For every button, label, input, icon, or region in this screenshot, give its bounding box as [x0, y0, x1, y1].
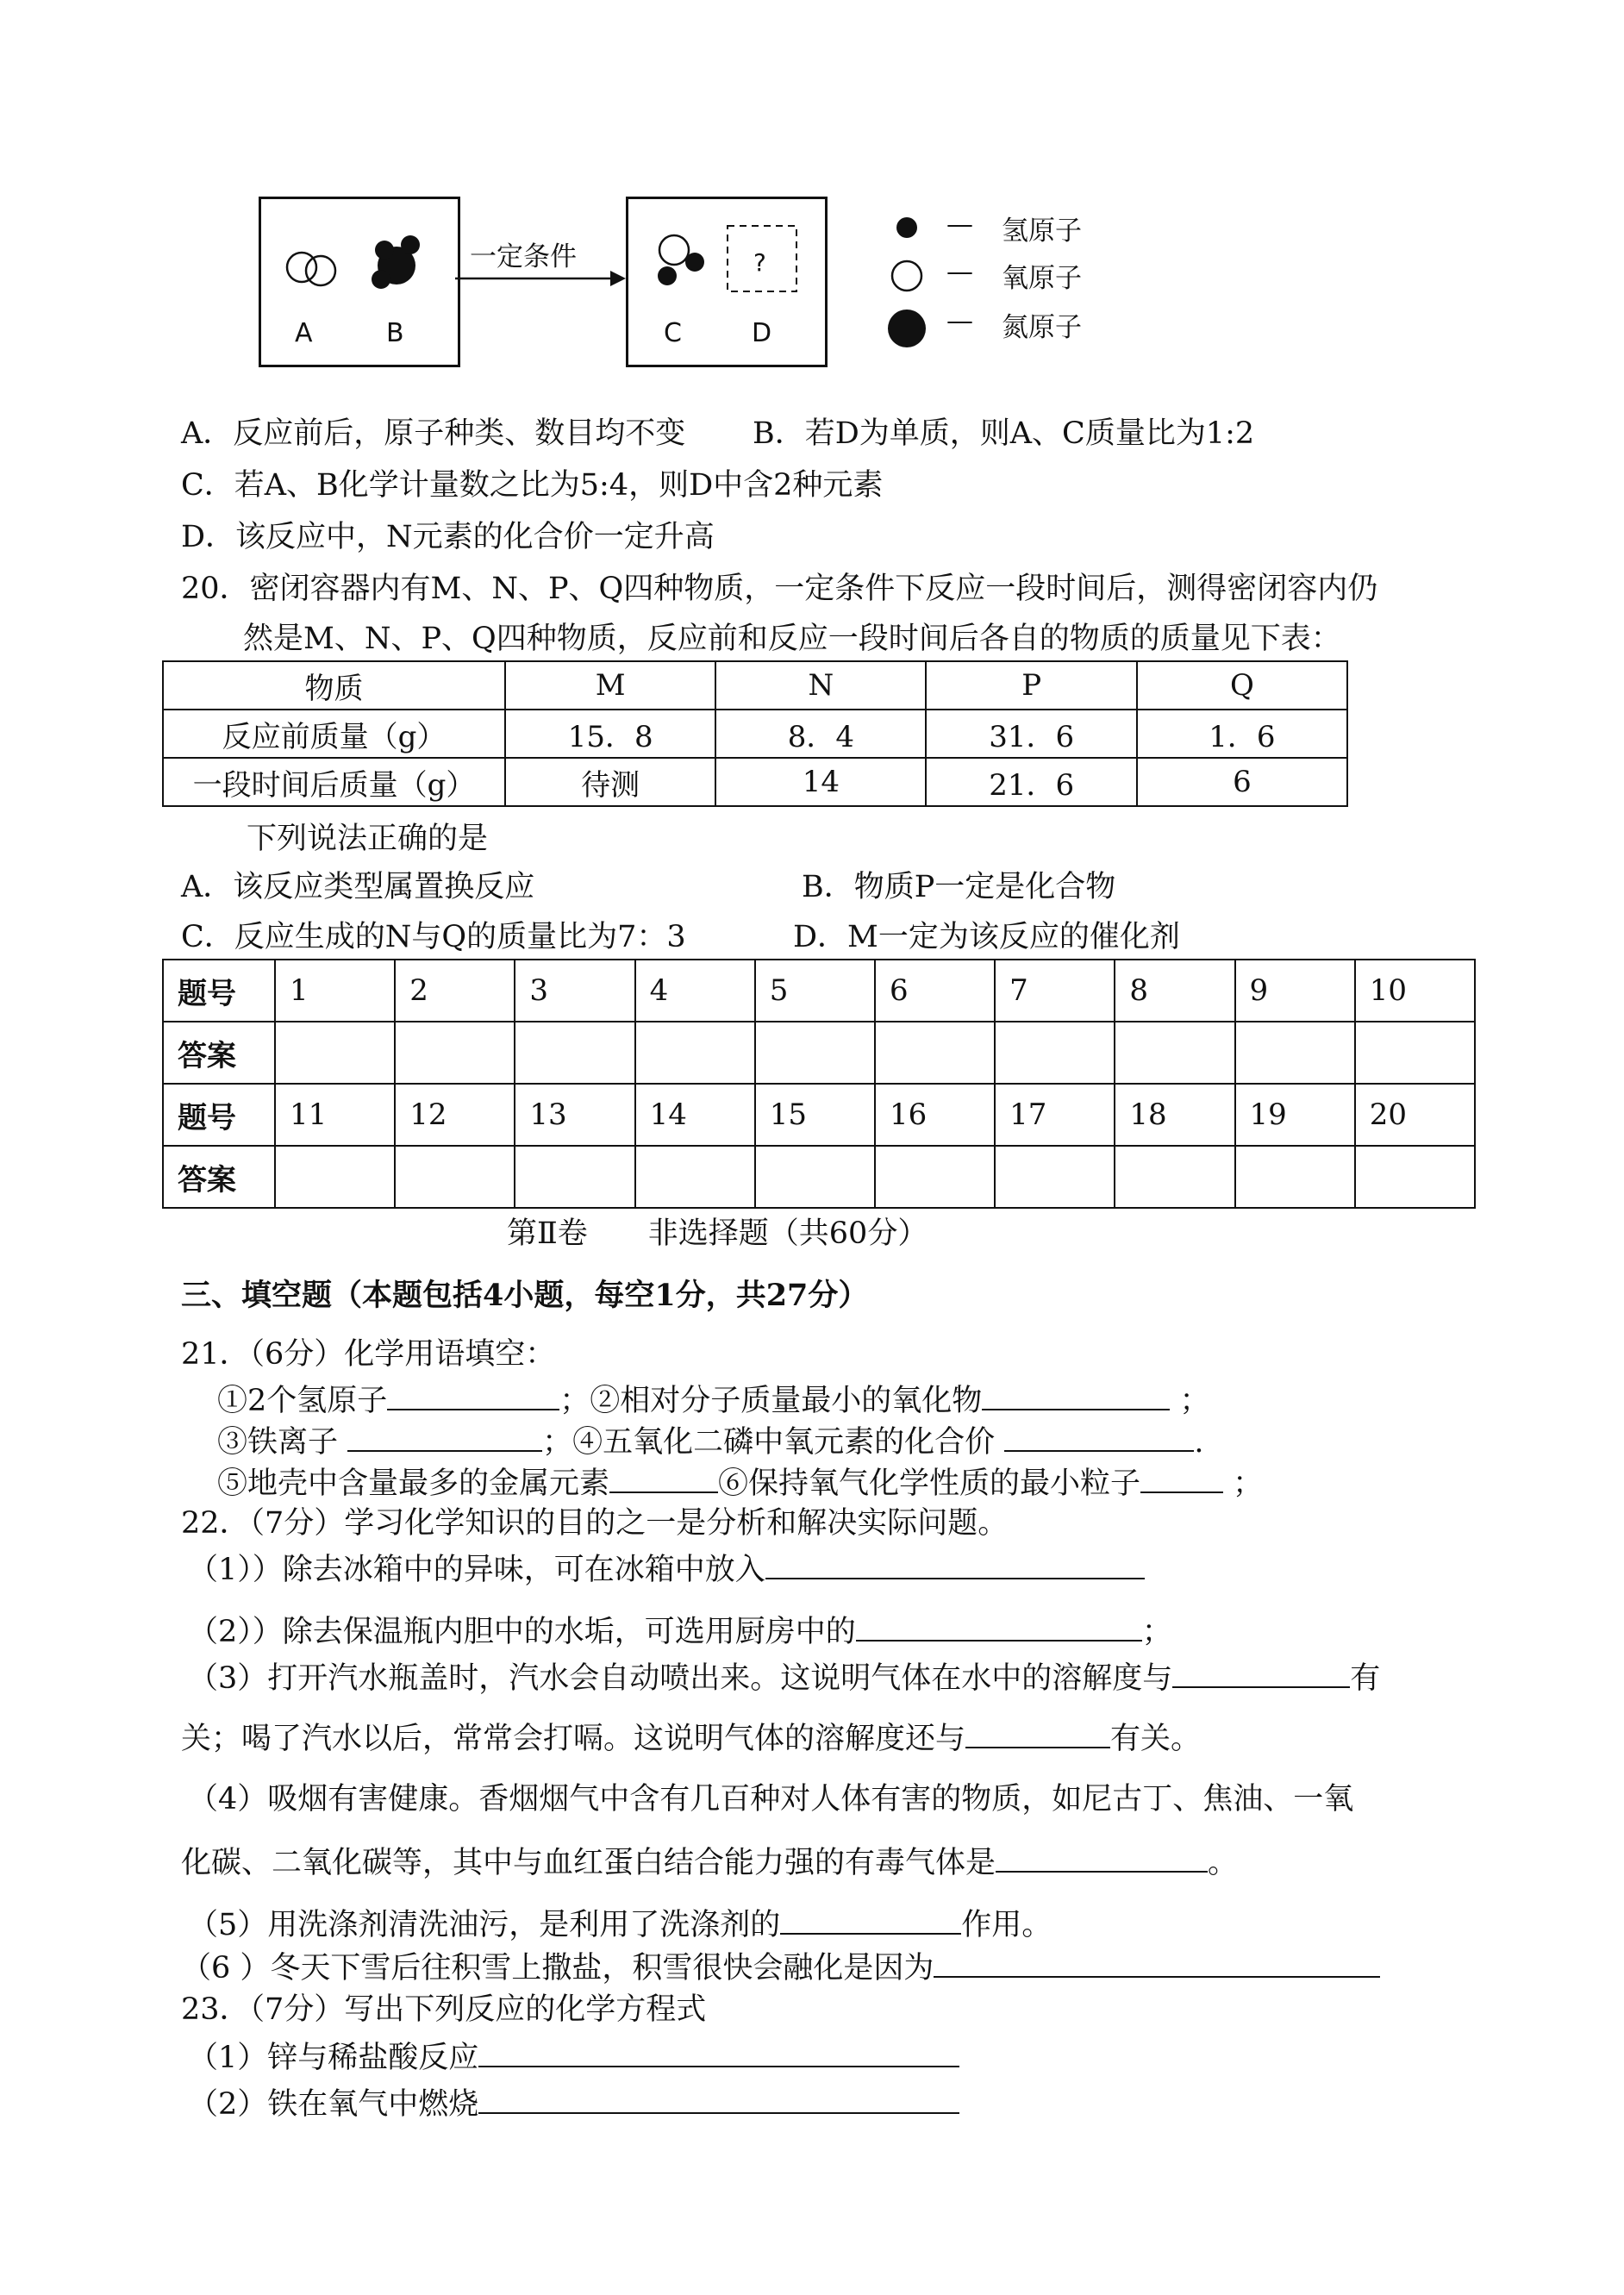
- table-row: [163, 710, 1347, 758]
- answer-blank[interactable]: [1004, 1421, 1194, 1452]
- label-d: D: [752, 318, 772, 348]
- question-number: 18: [1115, 1084, 1234, 1146]
- question-number: 14: [635, 1084, 755, 1146]
- answer-cell[interactable]: [875, 1022, 995, 1084]
- q21-semicolon: ；: [1179, 1384, 1210, 1418]
- q22-sub-6-text: （6 ）冬天下雪后往积雪上撒盐，积雪很快会融化是因为: [181, 1951, 934, 1985]
- legend-dash-3: —: [946, 305, 973, 336]
- answer-blank[interactable]: [965, 1717, 1110, 1748]
- q22-sub-3b: [181, 1717, 1201, 1759]
- question-number: 7: [995, 960, 1115, 1022]
- question-number: 3: [515, 960, 634, 1022]
- part2-title: 第Ⅱ卷 非选择题（共60分）: [507, 1216, 928, 1251]
- q22-sub-3-text: （3）打开汽水瓶盖时，汽水会自动喷出来。这说明气体在水中的溶解度与: [188, 1661, 1173, 1696]
- answer-blank[interactable]: [478, 2036, 959, 2067]
- question-number: 6: [875, 960, 995, 1022]
- answer-cell[interactable]: [995, 1146, 1115, 1208]
- answer-blank[interactable]: [934, 1947, 1380, 1978]
- answer-cell[interactable]: [1355, 1022, 1475, 1084]
- answer-cell[interactable]: [515, 1022, 634, 1084]
- section3-title: 三、填空题（本题包括4小题，每空1分，共27分）: [181, 1278, 869, 1313]
- unknown-mark: ?: [753, 248, 766, 277]
- answer-cell[interactable]: [995, 1022, 1115, 1084]
- legend-nitrogen-label: 氮原子: [1002, 312, 1082, 343]
- reactant-molecules: [259, 197, 460, 367]
- answer-table: [162, 959, 1476, 1209]
- answer-cell[interactable]: [395, 1022, 515, 1084]
- q23-sub-1: [188, 2036, 959, 2078]
- q20-option-a: A．该反应类型属置换反应: [181, 870, 535, 904]
- q23-stem: 23．（7分）写出下列反应的化学方程式: [181, 1992, 707, 2027]
- q21-row-1: [217, 1379, 1209, 1421]
- q21-item-3: ③铁离子: [217, 1425, 339, 1460]
- answer-blank[interactable]: [780, 1904, 961, 1935]
- table-cell: Q: [1137, 661, 1347, 710]
- table-cell: 1．6: [1137, 710, 1347, 758]
- q21-item-4: ；④五氧化二磷中氧元素的化合价: [542, 1425, 996, 1460]
- oxygen-atom-1: [287, 253, 316, 282]
- q19-option-a: A．反应前后，原子种类、数目均不变: [181, 416, 686, 451]
- answer-cell[interactable]: [275, 1022, 395, 1084]
- legend-oxygen-label: 氧原子: [1002, 263, 1082, 294]
- q22-sub-3-end: 有关。: [1110, 1722, 1202, 1756]
- question-number: 19: [1235, 1084, 1355, 1146]
- question-number: 20: [1355, 1084, 1475, 1146]
- question-number-label: 题号: [163, 1084, 275, 1146]
- table-cell: 8．4: [715, 710, 926, 758]
- legend-oxygen-icon: [892, 261, 921, 291]
- q22-stem: 22．（7分）学习化学知识的目的之一是分析和解决实际问题。: [181, 1506, 1009, 1541]
- q21-stem: 21．（6分）化学用语填空：: [181, 1337, 556, 1372]
- answer-cell[interactable]: [1235, 1022, 1355, 1084]
- product-molecules: [626, 197, 828, 367]
- q22-sub-4-text: 化碳、二氧化碳等，其中与血红蛋白结合能力强的有毒气体是: [181, 1846, 996, 1880]
- question-number: 13: [515, 1084, 634, 1146]
- legend-dash-1: —: [946, 209, 973, 240]
- question-number: 11: [275, 1084, 395, 1146]
- q20-stem-2: 然是M、N、P、Q四种物质，反应前和反应一段时间后各自的物质的质量见下表：: [243, 622, 1341, 656]
- q22-sub-3-continued: 关；喝了汽水以后，常常会打嗝。这说明气体的溶解度还与: [181, 1722, 966, 1756]
- legend-hydrogen-icon: [896, 217, 917, 238]
- q22-sub-3-suffix: 有: [1350, 1661, 1381, 1696]
- table-row: [163, 1146, 1475, 1208]
- table-row: [163, 1084, 1475, 1146]
- answer-cell[interactable]: [755, 1146, 875, 1208]
- table-cell: P: [926, 661, 1136, 710]
- q22-semicolon: ；: [1141, 1615, 1172, 1649]
- q22-sub-4b: [181, 1842, 1238, 1883]
- answer-blank[interactable]: [765, 1548, 1145, 1579]
- q20-stem-1: 20．密闭容器内有M、N、P、Q四种物质，一定条件下反应一段时间后，测得密闭容内仍: [181, 572, 1378, 606]
- q20-prompt: 下列说法正确的是: [247, 822, 489, 856]
- question-number: 16: [875, 1084, 995, 1146]
- q22-sub-2: [188, 1610, 1172, 1652]
- q22-sub-3a: [188, 1657, 1380, 1698]
- q23-sub-1-text: （1）锌与稀盐酸反应: [188, 2041, 479, 2075]
- table-cell: 21．6: [926, 758, 1136, 806]
- table-row: [163, 661, 1347, 710]
- mass-table: [162, 660, 1348, 807]
- q21-item-6: ⑥保持氧气化学性质的最小粒子: [718, 1466, 1141, 1501]
- table-cell: M: [505, 661, 715, 710]
- q22-sub-4-end: 。: [1208, 1846, 1239, 1880]
- question-number: 4: [635, 960, 755, 1022]
- answer-blank[interactable]: [609, 1462, 718, 1493]
- q20-option-b: B．物质P一定是化合物: [802, 870, 1116, 904]
- question-number: 1: [275, 960, 395, 1022]
- q20-option-c: C．反应生成的N与Q的质量比为7：3: [181, 920, 686, 954]
- c-oxygen-atom: [659, 235, 689, 265]
- answer-blank[interactable]: [856, 1610, 1142, 1642]
- q21-item-2: ；②相对分子质量最小的氧化物: [559, 1384, 983, 1418]
- q20-option-d: D．M一定为该反应的催化剂: [793, 920, 1180, 954]
- answer-cell[interactable]: [1115, 1022, 1234, 1084]
- q21-item-5: ⑤地壳中含量最多的金属元素: [217, 1466, 610, 1501]
- c-hydrogen-atom-1: [658, 266, 677, 285]
- table-cell: 6: [1137, 758, 1347, 806]
- table-cell: 14: [715, 758, 926, 806]
- arrow-label: 一定条件: [470, 241, 577, 272]
- q19-option-c: C．若A、B化学计量数之比为5:4，则D中含2种元素: [181, 468, 884, 503]
- legend-hydrogen-label: 氢原子: [1002, 216, 1082, 247]
- label-a: A: [295, 318, 313, 348]
- answer-cell[interactable]: [1355, 1146, 1475, 1208]
- hydrogen-atom-3: [372, 270, 390, 289]
- q21-item-1: ①2个氢原子: [217, 1384, 388, 1418]
- answer-cell[interactable]: [755, 1022, 875, 1084]
- q22-sub-2-text: （2））除去保温瓶内胆中的水垢，可选用厨房中的: [188, 1615, 856, 1649]
- answer-cell[interactable]: [1235, 1146, 1355, 1208]
- question-number-label: 题号: [163, 960, 275, 1022]
- q21-period: .: [1194, 1425, 1204, 1460]
- legend-symbols: [888, 207, 940, 362]
- q22-sub-1: [188, 1548, 1145, 1590]
- q22-sub-5-text: （5）用洗涤剂清洗油污，是利用了洗涤剂的: [188, 1908, 781, 1942]
- q22-sub-6: [181, 1947, 1380, 1988]
- q22-sub-1-text: （1））除去冰箱中的异味，可在冰箱中放入: [188, 1553, 765, 1587]
- answer-cell[interactable]: [875, 1146, 995, 1208]
- label-b: B: [386, 318, 404, 348]
- question-number: 15: [755, 1084, 875, 1146]
- label-c: C: [664, 318, 682, 348]
- answer-blank[interactable]: [347, 1421, 542, 1452]
- table-cell: 15．8: [505, 710, 715, 758]
- legend-nitrogen-icon: [888, 310, 926, 347]
- question-number: 5: [755, 960, 875, 1022]
- answer-label: 答案: [163, 1022, 275, 1084]
- answer-cell[interactable]: [635, 1146, 755, 1208]
- q19-option-b: B．若D为单质，则A、C质量比为1:2: [753, 416, 1255, 451]
- answer-blank[interactable]: [387, 1379, 559, 1410]
- table-row: [163, 960, 1475, 1022]
- table-row: [163, 758, 1347, 806]
- question-number: 9: [1235, 960, 1355, 1022]
- hydrogen-atom-2: [401, 235, 420, 254]
- answer-blank[interactable]: [1172, 1657, 1350, 1688]
- q22-sub-5-end: 作用。: [961, 1908, 1052, 1942]
- question-number: 12: [395, 1084, 515, 1146]
- question-number: 17: [995, 1084, 1115, 1146]
- oxygen-atom-2: [306, 256, 335, 285]
- answer-cell[interactable]: [635, 1022, 755, 1084]
- table-cell: 31．6: [926, 710, 1136, 758]
- q23-sub-2-text: （2）铁在氧气中燃烧: [188, 2087, 479, 2122]
- hydrogen-atom-1: [375, 241, 394, 260]
- q22-sub-5: [188, 1904, 1052, 1945]
- q21-row-2: [217, 1421, 1203, 1462]
- table-cell: 一段时间后质量（g）: [163, 758, 505, 806]
- answer-label: 答案: [163, 1146, 275, 1208]
- table-row: [163, 1022, 1475, 1084]
- q21-row-3: [217, 1462, 1263, 1504]
- answer-blank[interactable]: [1140, 1462, 1223, 1493]
- table-cell: N: [715, 661, 926, 710]
- answer-blank[interactable]: [982, 1379, 1170, 1410]
- table-cell: 待测: [505, 758, 715, 806]
- c-hydrogen-atom-2: [685, 253, 704, 272]
- answer-cell[interactable]: [1115, 1146, 1234, 1208]
- answer-cell[interactable]: [395, 1146, 515, 1208]
- question-number: 10: [1355, 960, 1475, 1022]
- q23-sub-2: [188, 2083, 959, 2124]
- q21-semicolon: ；: [1233, 1466, 1264, 1501]
- q22-sub-4a: （4）吸烟有害健康。香烟烟气中含有几百种对人体有害的物质，如尼古丁、焦油、一氧: [188, 1782, 1354, 1817]
- reaction-arrow: [455, 266, 628, 291]
- answer-blank[interactable]: [996, 1842, 1208, 1873]
- answer-cell[interactable]: [515, 1146, 634, 1208]
- answer-blank[interactable]: [478, 2083, 959, 2114]
- table-cell: 物质: [163, 661, 505, 710]
- answer-cell[interactable]: [275, 1146, 395, 1208]
- table-cell: 反应前质量（g）: [163, 710, 505, 758]
- question-number: 2: [395, 960, 515, 1022]
- legend-dash-2: —: [946, 256, 973, 287]
- question-number: 8: [1115, 960, 1234, 1022]
- q19-option-d: D．该反应中，N元素的化合价一定升高: [181, 520, 715, 554]
